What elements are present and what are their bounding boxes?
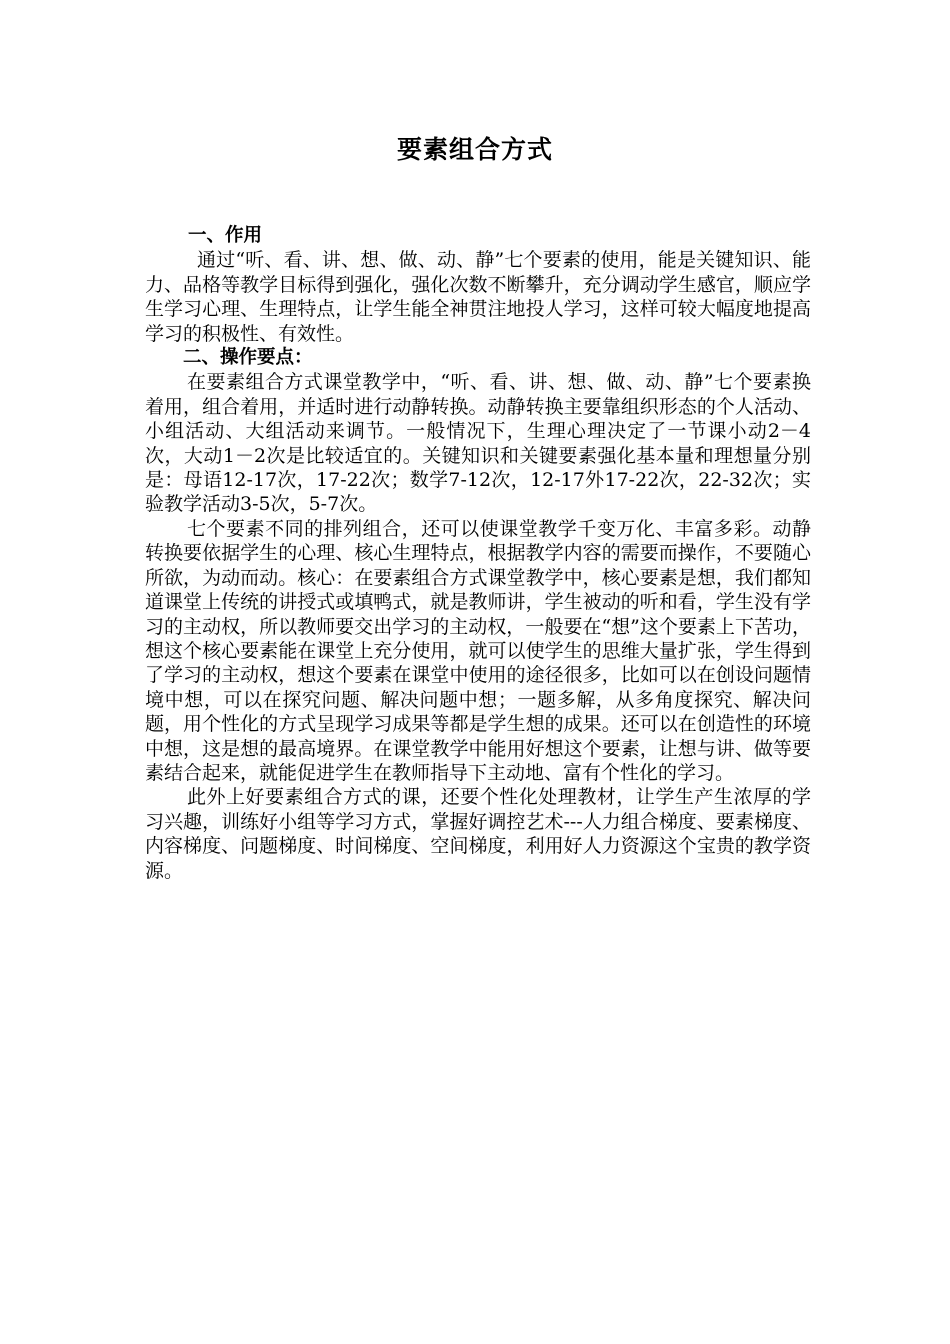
- section-heading-function: 一、作用: [188, 225, 263, 246]
- paragraph-function: 通过“听、看、讲、想、做、动、静”七个要素的使用，能是关键知识、能力、品格等教学目标得到强化，强化次数不断攀升，充分调动学生感官，顺应学生学习心理、生理特点，让学生能全神贯注地投人学习，这样可较大幅度地提高学习的积极性、有效性。: [145, 249, 811, 345]
- paragraph-key-points-3: 此外上好要素组合方式的课，还要个性化处理教材，让学生产生浓厚的学习兴趣，训练好小组等学习方式，掌握好调控艺术---人力组合梯度、要素梯度、内容梯度、问题梯度、时间梯度、空间梯度，利用好人力资源这个宝贵的教学资源。: [145, 786, 811, 882]
- paragraph-key-points-1: 在要素组合方式课堂教学中，“听、看、讲、想、做、动、静”七个要素换着用，组合着用，并适时进行动静转换。动静转换主要靠组织形态的个人活动、小组活动、大组活动来调节。一般情况下，生理心理决定了一节课小动2－4次，大动1－2次是比较适宜的。关键知识和关键要素强化基本量和理想量分别是：母语12-17次，17-22次；数学7-12次，12-17外17-22次，22-32次；实验教学活动3-5次，5-7次。: [145, 371, 811, 516]
- document-title: 要素组合方式: [396, 135, 553, 164]
- section-heading-key-points: 二、操作要点：: [183, 347, 313, 369]
- paragraph-key-points-2: 七个要素不同的排列组合，还可以使课堂教学千变万化、丰富多彩。动静转换要依据学生的心理、核心生理特点，根据教学内容的需要而操作，不要随心所欲，为动而动。核心：在要素组合方式课堂教学中，核心要素是想，我们都知道课堂上传统的讲授式或填鸭式，就是教师讲，学生被动的听和看，学生没有学习的主动权，所以教师要交出学习的主动权，一般要在“想”这个要素上下苦功，想这个核心要素能在课堂上充分使用，就可以使学生的思维大量扩张，学生得到了学习的主动权，想这个要素在课堂中使用的途径很多，比如可以在创设问题情境中想，可以在探究问题、解决问题中想；一题多解，从多角度探究、解决问题，用个性化的方式呈现学习成果等都是学生想的成果。还可以在创造性的环境中想，这是想的最高境界。在课堂教学中能用好想这个要素，让想与讲、做等要素结合起来，就能促进学生在教师指导下主动地、富有个性化的学习。: [145, 517, 811, 784]
- document-body: [145, 224, 811, 883]
